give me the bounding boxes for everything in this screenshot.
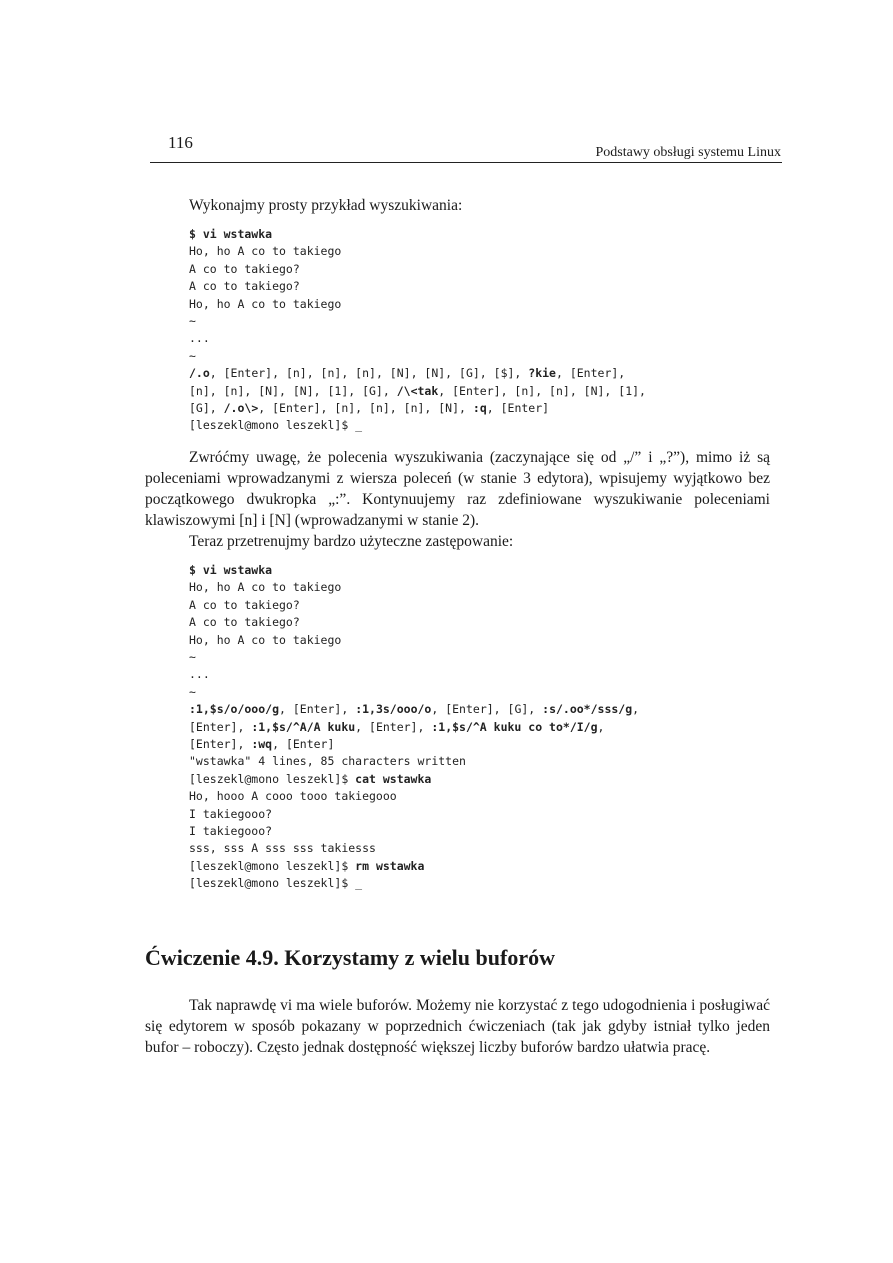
code-line [189,666,770,683]
code-line [189,383,770,400]
code-text: Ho, ho A co to takiego [189,632,342,647]
section-heading: Ćwiczenie 4.9. Korzystamy z wielu buforów [145,944,555,970]
code-text: Ho, ho A co to takiego [189,296,342,311]
code-line [189,579,770,596]
code-text: [leszekl@mono leszekl]$ [189,858,356,873]
code-line [189,684,770,701]
code-line [189,243,770,260]
code-line [189,701,770,718]
code-text: A co to takiego? [189,597,300,612]
code-line [189,348,770,365]
code-command: $ vi wstawka [189,562,273,577]
code-line [189,736,770,753]
code-line [189,226,770,243]
code-text: A co to takiego? [189,261,300,276]
code-text: , [Enter] [272,736,335,751]
code-command: :1,$s/^A/A kuku [251,719,356,734]
code-command: /\<tak [396,383,439,398]
code-line [189,771,770,788]
code-line [189,313,770,330]
code-command: :1,3s/ooo/o [355,702,432,717]
code-line [189,788,770,805]
paragraph-buffers: Tak naprawdę vi ma wiele buforów. Możemy nie korzystać z tego udogodnienia i posługiwać się edytorem w sposób pokazany w poprzednich ćwiczeniach (tak jak gdyby istniał tylko jeden bufor – roboczy). Często jednak dostępność większej liczby buforów bardzo ułatwia pracę. [145,996,770,1056]
code-text: Ho, ho A co to takiego [189,580,342,595]
code-command: :s/.oo*/sss/g [542,702,633,717]
code-text: [G], [189,401,224,416]
code-text: [n], [n], [N], [N], [1], [G], [189,383,397,398]
code-line [189,632,770,649]
code-text: , [597,719,605,734]
code-text: [Enter], [189,719,252,734]
code-text: A co to takiego? [189,615,300,630]
code-text: , [Enter] [486,401,550,416]
code-line [189,597,770,614]
paragraph-replace-intro: Teraz przetrenujmy bardzo użyteczne zastępowanie: [189,532,514,550]
code-line [189,417,770,434]
code-text: , [Enter], [555,366,626,381]
code-line [189,400,770,417]
code-text: , [Enter], [n], [n], [n], [N], [N], [G], [$], [209,366,529,381]
page-content [145,195,770,1058]
code-text: I takiegooo? [189,823,273,838]
code-line [189,330,770,347]
code-text: , [Enter], [n], [n], [n], [N], [258,401,473,416]
code-line [189,278,770,295]
code-command: ?kie [528,366,556,381]
code-line [189,719,770,736]
code-text: , [Enter], [279,702,356,717]
code-text: A co to takiego? [189,279,300,294]
code-text: ~ [189,649,196,664]
code-text: sss, sss A sss sss takiesss [189,841,376,856]
code-text: , [632,702,640,717]
header-rule [150,162,782,163]
code-line [189,875,770,892]
code-line [189,753,770,770]
code-line [189,261,770,278]
code-text: ~ [189,684,196,699]
paragraph-search-intro: Wykonajmy prosty przykład wyszukiwania: [189,197,463,214]
code-command: :1,$s/^A kuku co to*/I/g [431,719,598,734]
code-line [189,365,770,382]
code-line [189,858,770,875]
code-text: Ho, ho A co to takiego [189,244,342,259]
code-line [189,562,770,579]
paragraph-search-note: Zwróćmy uwagę, że polecenia wyszukiwania (zaczynające się od „/” i „?”), mimo iż są poleceniami wprowadzanymi z wiersza poleceń (w stanie 3 edytora), wpisujemy wyjątkowo bez początkowego dwukropka „:”. Kontynuujemy raz zdefiniowane wyszukiwanie poleceniami klawiszowymi [n] i [N] (wprowadzanymi w stanie 2). [145,448,770,529]
code-text: "wstawka" 4 lines, 85 characters written [189,754,466,769]
code-command: :1,$s/o/ooo/g [189,702,280,717]
code-text: , [Enter], [n], [n], [N], [1], [438,383,646,398]
code-line [189,296,770,313]
code-text: [leszekl@mono leszekl]$ [189,771,356,786]
code-command: :wq [251,736,273,751]
code-line [189,823,770,840]
code-command: /.o\> [223,401,259,416]
code-command: $ vi wstawka [189,227,273,241]
code-command: rm wstawka [355,858,425,873]
code-text: [leszekl@mono leszekl]$ _ [189,876,363,891]
code-text: [leszekl@mono leszekl]$ _ [189,418,363,433]
code-text: ~ [189,348,196,363]
code-text: ... [189,331,210,346]
code-command: /.o [189,366,210,381]
code-block-replace [189,562,770,893]
running-head: Podstawy obsługi systemu Linux [595,145,781,160]
code-command: cat wstawka [355,771,432,786]
code-line [189,806,770,823]
code-text: ... [189,667,210,682]
code-text: ~ [189,314,196,329]
code-line [189,840,770,857]
code-text: , [Enter], [G], [431,702,543,717]
code-text: Ho, hooo A cooo tooo takiegooo [189,789,397,804]
code-text: [Enter], [189,736,252,751]
code-line [189,649,770,666]
code-text: I takiegooo? [189,806,273,821]
code-text: , [Enter], [355,719,432,734]
code-line [189,614,770,631]
code-block-search [189,226,770,435]
code-command: :q [472,401,487,416]
page-number: 116 [168,133,193,152]
